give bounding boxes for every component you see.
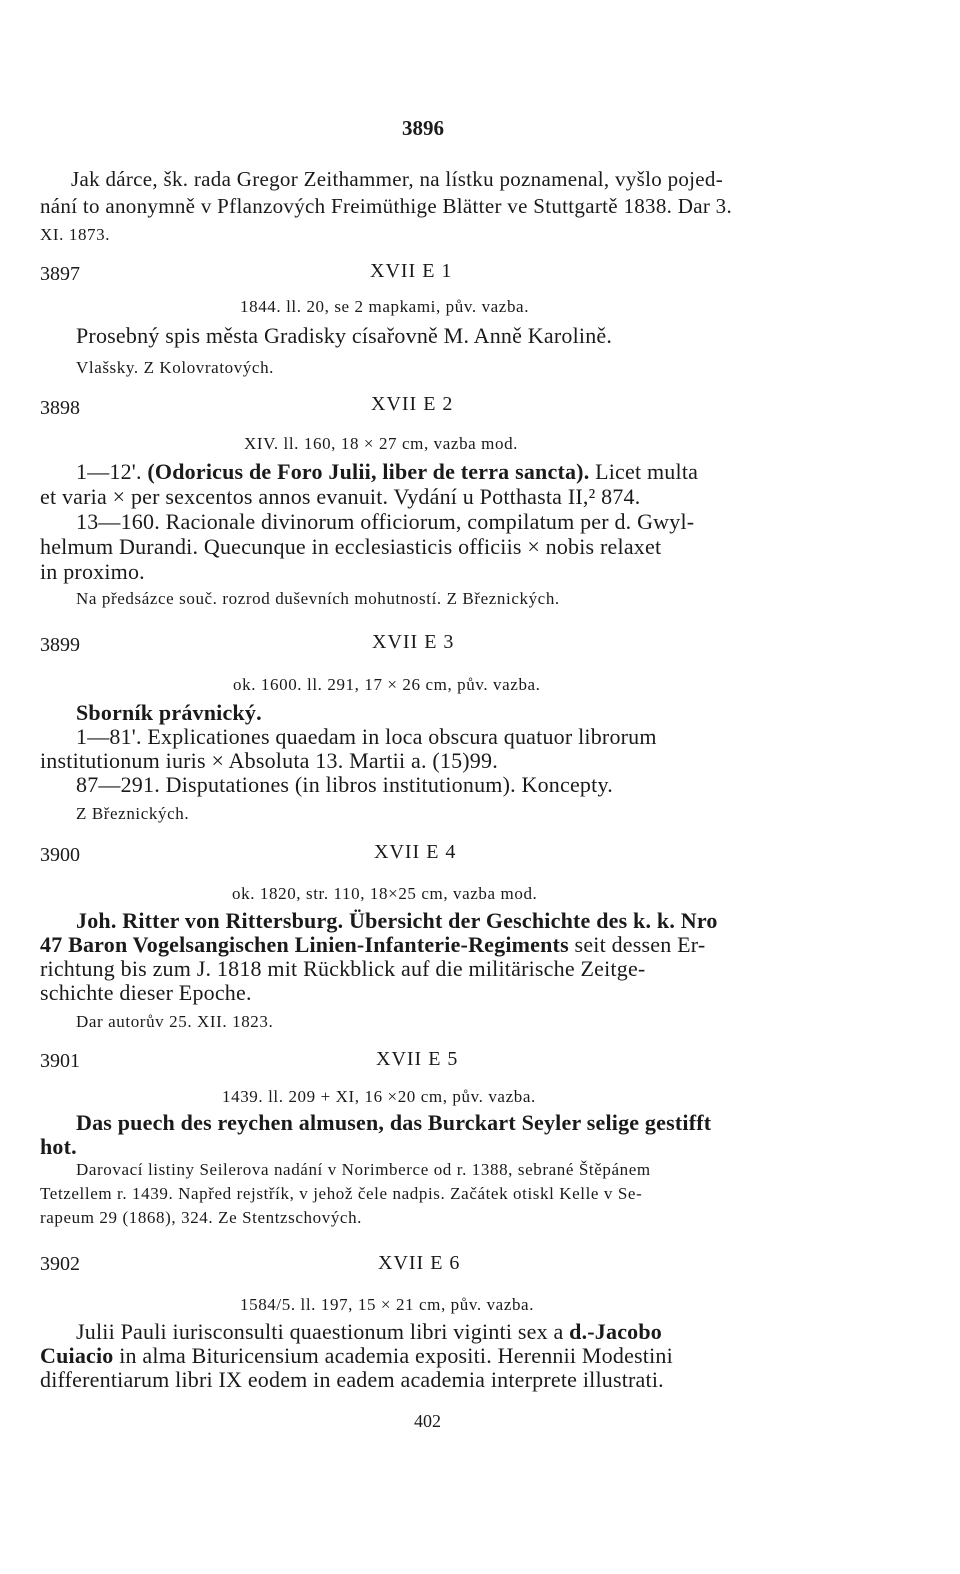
entry-text-line: 13—160. Racionale divinorum officiorum, compilatum per d. Gwyl-: [76, 509, 695, 534]
entry-title-line: differentiarum libri IX eodem in eadem academia interprete illustrati.: [40, 1367, 664, 1392]
entry-note: Vlašsky. Z Kolovratových.: [76, 358, 275, 377]
entry-text-line: in proximo.: [40, 559, 145, 584]
entry-text-line: institutionum iuris × Absoluta 13. Martii a. (15)99.: [40, 748, 498, 773]
bold-name: Cuiacio: [40, 1343, 114, 1368]
entry-number: 3900: [40, 844, 80, 866]
entry-note: Dar autorův 25. XII. 1823.: [76, 1012, 274, 1031]
bold-title: (Odoricus de Foro Julii, liber de terra sancta).: [147, 459, 590, 484]
entry-title-line: Das puech des reychen almusen, das Burckart Seyler selige gestifft: [76, 1110, 712, 1135]
entry-meta: ok. 1600. ll. 291, 17 × 26 cm, pův. vazba.: [233, 675, 541, 694]
entry-note-line: Tetzellem r. 1439. Napřed rejstřík, v jehož čele nadpis. Začátek otiskl Kelle v Se-: [40, 1184, 643, 1203]
entry-signature: XVII E 5: [376, 1048, 459, 1070]
entry-note-line: rapeum 29 (1868), 324. Ze Stentzschových.: [40, 1208, 363, 1227]
entry-text-line: 87—291. Disputationes (in libros institutionum). Koncepty.: [76, 772, 613, 797]
entry-title-line: schichte dieser Epoche.: [40, 980, 252, 1005]
entry-text-line: helmum Durandi. Quecunque in ecclesiasticis officiis × nobis relaxet: [40, 534, 662, 559]
entry-note: Na předsázce souč. rozrod duševních mohutností. Z Březnických.: [76, 589, 560, 608]
entry-title-line: richtung bis zum J. 1818 mit Rückblick auf die militärische Zeitge-: [40, 956, 646, 981]
entry-meta: XIV. ll. 160, 18 × 27 cm, vazba mod.: [244, 434, 519, 453]
entry-title-line: [76, 1321, 662, 1343]
entry-title-line: Joh. Ritter von Rittersburg. Übersicht der Geschichte des k. k. Nro: [76, 908, 718, 933]
entry-signature: XVII E 1: [370, 260, 453, 282]
intro-line-3: XI. 1873.: [40, 225, 111, 244]
entry-number: 3897: [40, 263, 80, 285]
entry-signature: XVII E 4: [374, 841, 457, 863]
entry-title-line: [40, 1345, 673, 1367]
page-number: 402: [414, 1411, 441, 1431]
header-entry-number: 3896: [402, 116, 444, 140]
title-part: Julii Pauli iurisconsulti quaestionum libri viginti sex a: [76, 1319, 570, 1344]
entry-number: 3902: [40, 1253, 80, 1275]
title-continuation: in alma Bituricensium academia expositi. Herennii Modestini: [113, 1343, 673, 1368]
entry-number: 3898: [40, 397, 80, 419]
entry-signature: XVII E 3: [372, 631, 455, 653]
bold-name: d.-Jacobo: [569, 1319, 663, 1344]
intro-line-2: nání to anonymně v Pflanzových Freimüthige Blätter ve Stuttgartě 1838. Dar 3.: [40, 194, 733, 218]
entry-meta: 1584/5. ll. 197, 15 × 21 cm, pův. vazba.: [240, 1295, 535, 1314]
bold-title-part: 47 Baron Vogelsangischen Linien-Infanterie-Regiments: [40, 932, 569, 957]
title-continuation: seit dessen Er-: [568, 932, 706, 957]
entry-meta: 1844. ll. 20, se 2 mapkami, pův. vazba.: [240, 297, 530, 316]
entry-number: 3901: [40, 1050, 80, 1072]
entry-meta: ok. 1820, str. 110, 18×25 cm, vazba mod.: [232, 884, 538, 903]
entry-signature: XVII E 2: [371, 393, 454, 415]
entry-text-line: 1—81'. Explicationes quaedam in loca obscura quatuor librorum: [76, 724, 657, 749]
entry-title-line: [40, 934, 705, 956]
entry-title: Sborník právnický.: [76, 700, 262, 725]
incipit: Licet multa: [589, 459, 699, 484]
entry-signature: XVII E 6: [378, 1252, 461, 1274]
entry-number: 3899: [40, 634, 80, 656]
entry-note: Z Březnických.: [76, 804, 190, 823]
intro-line-1: Jak dárce, šk. rada Gregor Zeithammer, na lístku poznamenal, vyšlo pojed-: [71, 167, 724, 191]
entry-title-line: hot.: [40, 1134, 77, 1159]
entry-title: Prosebný spis města Gradisky císařovně M. Anně Karolině.: [76, 323, 613, 348]
entry-text-line: [76, 461, 698, 483]
entry-meta: 1439. ll. 209 + XI, 16 ×20 cm, pův. vazba.: [222, 1087, 536, 1106]
entry-note-line: Darovací listiny Seilerova nadání v Norimberce od r. 1388, sebrané Štěpánem: [76, 1160, 651, 1179]
entry-text-line: et varia × per sexcentos annos evanuit. Vydání u Potthasta II,² 874.: [40, 484, 641, 509]
folio-range: 1—12'.: [76, 459, 148, 484]
